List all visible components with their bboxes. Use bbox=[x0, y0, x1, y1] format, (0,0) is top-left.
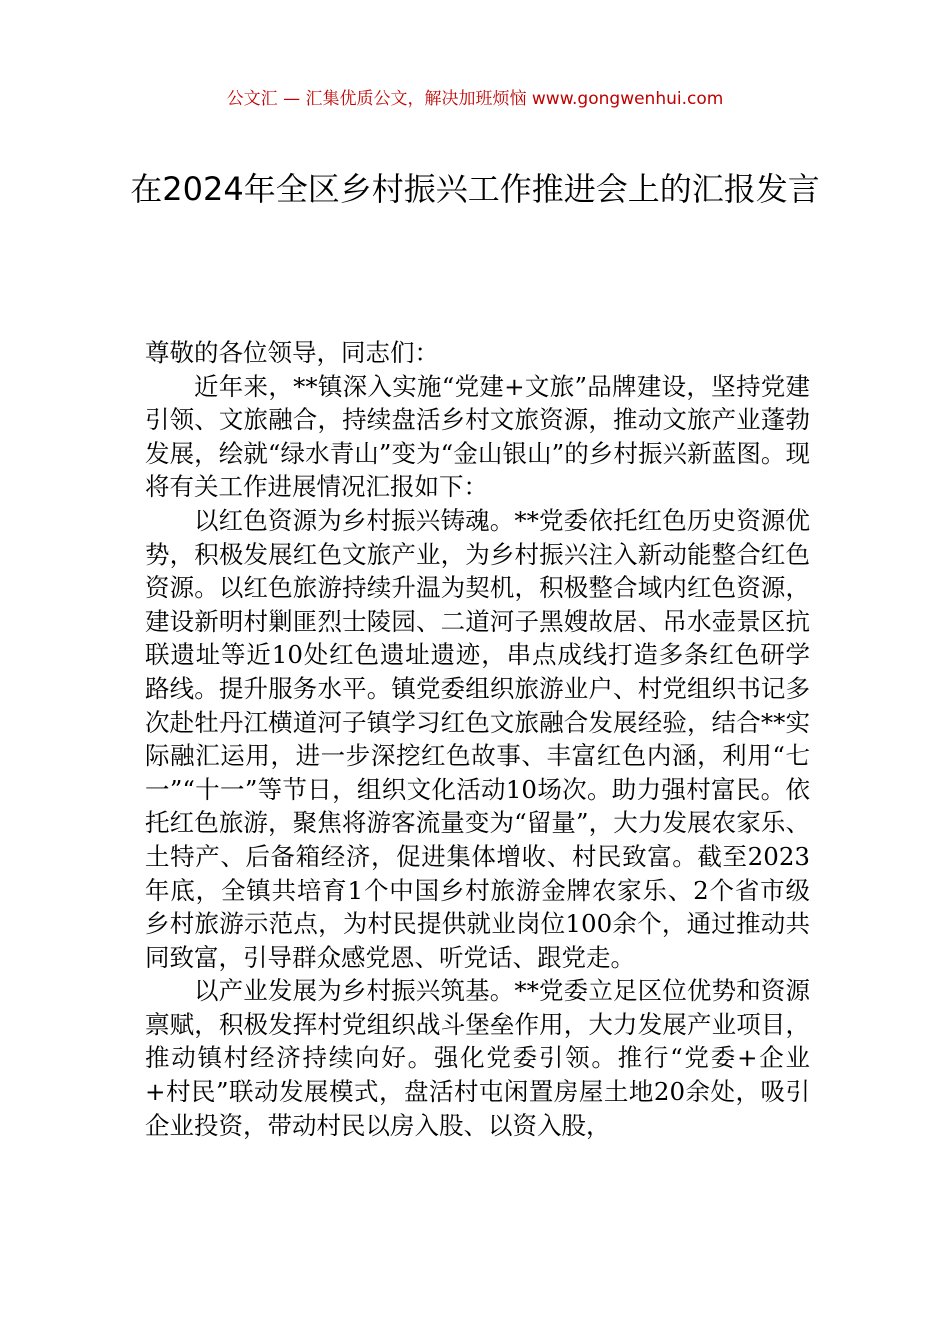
header-banner[interactable]: 公文汇 — 汇集优质公文，解决加班烦恼 www.gongwenhui.com bbox=[226, 89, 724, 109]
paragraph-intro: 近年来，**镇深入实施“党建+文旅”品牌建设，坚持党建引领、文旅融合，持续盘活乡村文旅资源，推动文旅产业蓬勃发展，绘就“绿水青山”变为“金山银山”的乡村振兴新蓝图。现将有关工作进展情况汇报如下： bbox=[145, 371, 810, 502]
document-title: 在2024年全区乡村振兴工作推进会上的汇报发言 bbox=[130, 170, 820, 208]
document-body bbox=[145, 336, 810, 1142]
paragraph-red-resources: 以红色资源为乡村振兴铸魂。**党委依托红色历史资源优势，积极发展红色文旅产业，为乡村振兴注入新动能整合红色资源。以红色旅游持续升温为契机，积极整合域内红色资源，建设新明村剿匪烈士陵园、二道河子黑嫂故居、吊水壶景区抗联遗址等近10处红色遗址遗迹，串点成线打造多条红色研学路线。提升服务水平。镇党委组织旅游业户、村党组织书记多次赴牡丹江横道河子镇学习红色文旅融合发展经验，结合**实际融汇运用，进一步深挖红色故事、丰富红色内涵，利用“七一”“十一”等节日，组织文化活动10场次。助力强村富民。依托红色旅游，聚焦将游客流量变为“留量”，大力发展农家乐、土特产、后备箱经济，促进集体增收、村民致富。截至2023年底，全镇共培育1个中国乡村旅游金牌农家乐、2个省市级乡村旅游示范点，为村民提供就业岗位100余个，通过推动共同致富，引导群众感党恩、听党话、跟党走。 bbox=[145, 505, 810, 972]
paragraph-industry-development: 以产业发展为乡村振兴筑基。**党委立足区位优势和资源禀赋，积极发挥村党组织战斗堡垒作用，大力发展产业项目，推动镇村经济持续向好。强化党委引领。推行“党委+企业+村民”联动发展模式，盘活村屯闲置房屋土地20余处，吸引企业投资，带动村民以房入股、以资入股， bbox=[145, 976, 810, 1140]
salutation: 尊敬的各位领导，同志们： bbox=[145, 338, 439, 367]
